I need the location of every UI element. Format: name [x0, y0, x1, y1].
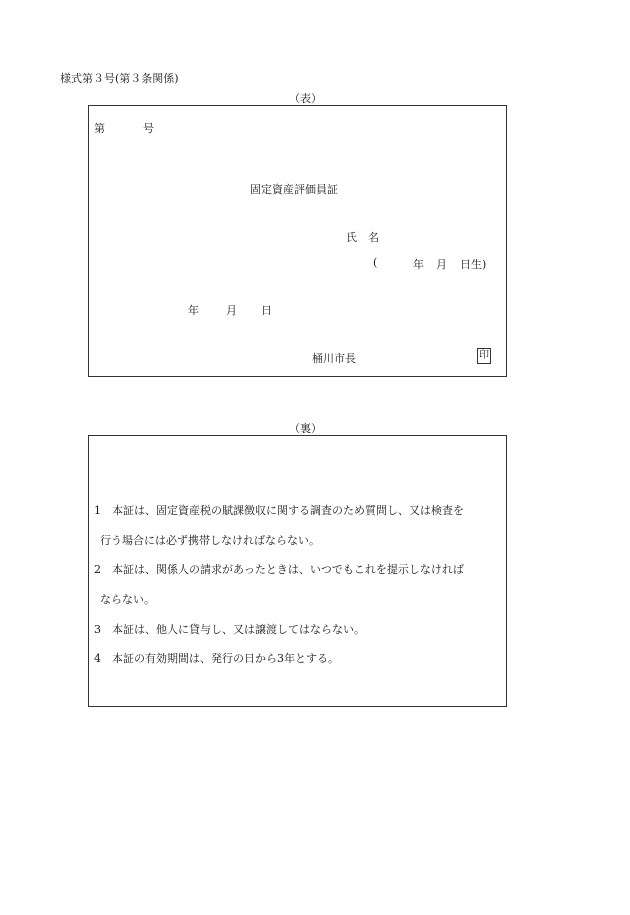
rule-line-4: 4 本証の有効期間は、発行の日から3年とする。 [94, 652, 339, 665]
rule-line-3: 3 本証は、他人に貸与し、又は譲渡してはならない。 [94, 623, 365, 636]
number-label-go: 号 [143, 122, 154, 135]
back-card [88, 435, 507, 707]
seal-mark: 印 [477, 348, 491, 364]
form-header: 様式第３号(第３条関係) [60, 72, 179, 85]
issue-day-label: 日 [261, 304, 272, 317]
rule-line-1: 1 本証は、固定資産税の賦課徴収に関する調査のため質問し、又は検査を [94, 504, 464, 517]
front-card [88, 105, 507, 377]
issuer-name: 桶川市長 [312, 352, 356, 365]
birth-year-label: 年 [413, 258, 424, 271]
back-side-label: （裏） [289, 422, 322, 435]
birth-open-paren: ( [373, 256, 378, 269]
number-label-dai: 第 [94, 122, 105, 135]
card-title: 固定資産評価員証 [250, 183, 338, 196]
rule-line-1-cont: 行う場合には必ず携帯しなければならない。 [100, 534, 320, 547]
issue-year-label: 年 [188, 304, 199, 317]
rule-line-2-cont: ならない。 [100, 593, 155, 606]
issue-month-label: 月 [226, 304, 237, 317]
rule-line-2: 2 本証は、関係人の請求があったときは、いつでもこれを提示しなければ [94, 563, 464, 576]
birth-day-label: 日生) [460, 258, 487, 271]
front-side-label: （表） [289, 92, 322, 105]
name-label: 氏 名 [346, 231, 379, 244]
birth-month-label: 月 [436, 258, 447, 271]
